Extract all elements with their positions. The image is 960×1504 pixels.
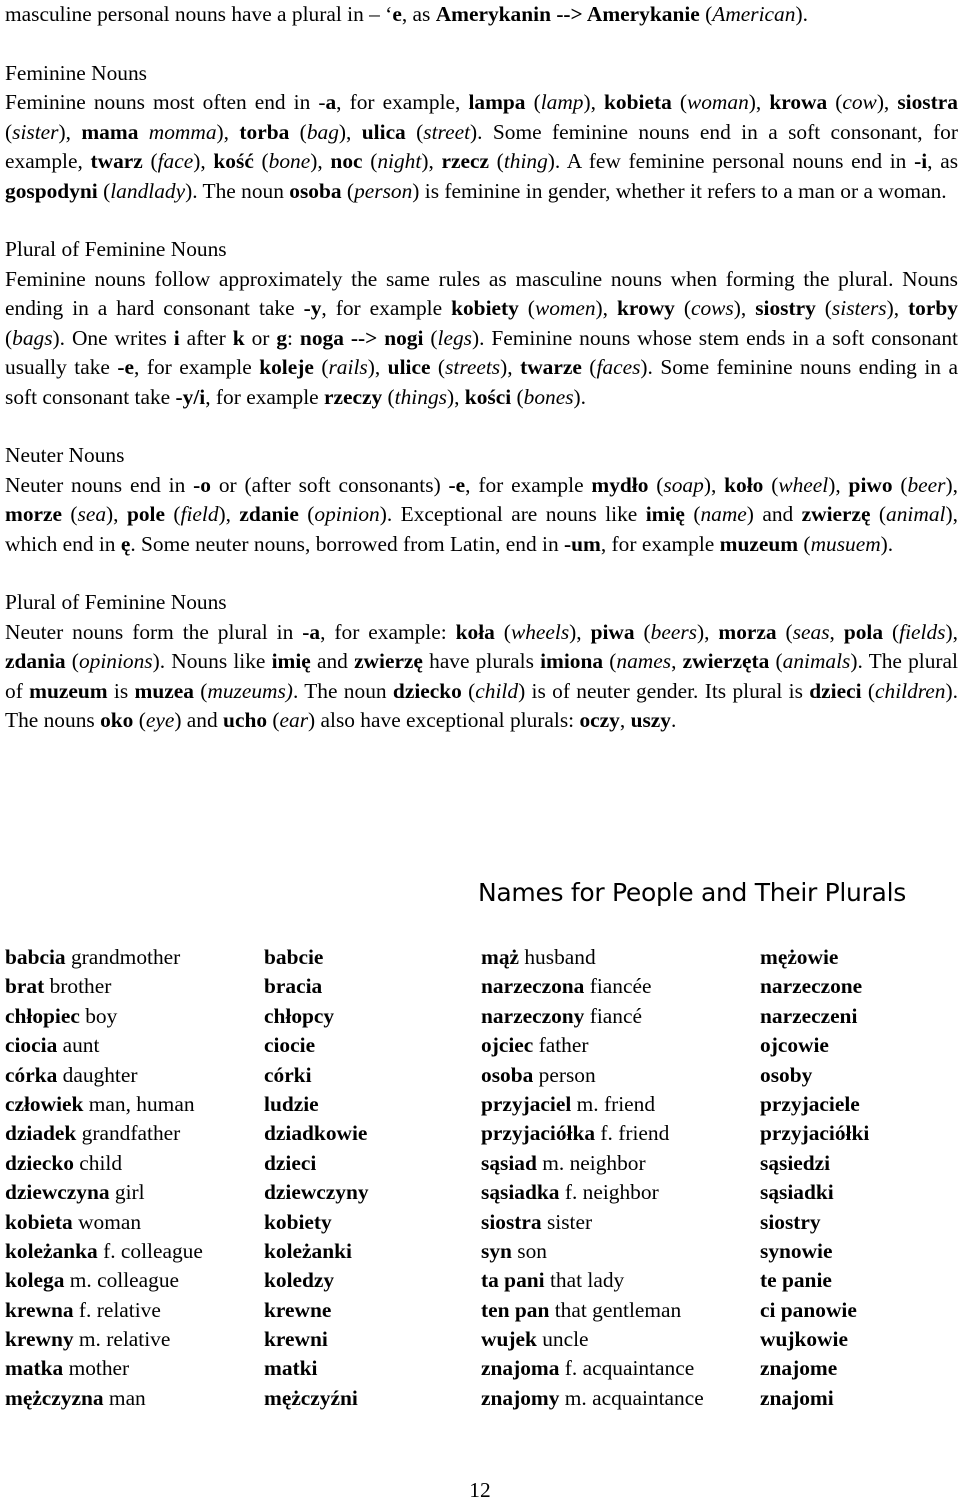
singular-word: dziadek: [5, 1121, 77, 1146]
singular-word: dziewczyna: [5, 1180, 110, 1205]
singular-entry: [5, 1090, 203, 1119]
singular-entry: [5, 943, 203, 972]
english-gloss: fiancée: [584, 974, 652, 999]
english-gloss: mother: [63, 1356, 130, 1381]
right-plural-column: [760, 943, 869, 1413]
singular-entry: [481, 1237, 704, 1266]
plural-word: bracia: [264, 974, 323, 999]
plural-word: matki: [264, 1356, 318, 1381]
english-gloss: f. friend: [595, 1121, 670, 1146]
plural-word: synowie: [760, 1238, 833, 1263]
table-title: Names for People and Their Plurals: [478, 878, 906, 907]
english-gloss: person: [533, 1062, 596, 1087]
singular-entry: [481, 1325, 704, 1354]
intro-ending: e: [392, 2, 402, 26]
singular-entry: [481, 1149, 704, 1178]
plural-word: osoby: [760, 1062, 813, 1087]
page-number: 12: [469, 1478, 491, 1502]
plural-word: wujkowie: [760, 1327, 848, 1352]
plural-word: krewne: [264, 1297, 332, 1322]
singular-word: matka: [5, 1356, 64, 1381]
left-plural-column: [264, 943, 369, 1413]
singular-entry: [481, 1090, 704, 1119]
singular-entry: [5, 1266, 203, 1295]
neuter-paragraph: Neuter nouns end in -o or (after soft consonants) -e, for example mydło (soap), koło (wheel), piwo (beer), morze (sea), pole (field), zdanie (opinion). Exceptional are nouns like imię (name) and zwierzę (animal), which end in ę. Some neuter nouns, borrowed from Latin, end in -um, for example muzeum (musuem).: [5, 472, 958, 556]
plural-word: koleżanki: [264, 1238, 352, 1263]
singular-entry: [481, 1384, 704, 1413]
singular-entry: [481, 972, 704, 1001]
singular-word: narzeczona: [481, 974, 585, 999]
singular-entry: [5, 1178, 203, 1207]
english-gloss: husband: [519, 945, 596, 969]
singular-entry: [481, 1002, 704, 1031]
singular-entry: [481, 943, 704, 972]
singular-word: narzeczony: [481, 1003, 585, 1028]
plural-word: dziewczyny: [264, 1180, 369, 1205]
plural-word: mężczyźni: [264, 1385, 358, 1410]
plural-word: ojcowie: [760, 1033, 829, 1058]
plural-word: koledzy: [264, 1268, 335, 1293]
singular-entry: [5, 1002, 203, 1031]
singular-word: człowiek: [5, 1091, 84, 1116]
english-gloss: grandmother: [65, 945, 181, 969]
plural-word: dziadkowie: [264, 1121, 368, 1146]
plural-feminine-paragraph: Feminine nouns follow approximately the same rules as masculine nouns when forming the plural. Nouns ending in a hard consonant take -y, for example kobiety (women), krowy (cows), siostry (sisters), torby (bags). One writes i after k or g: noga --> nogi (legs). Feminine nouns whose stem ends in a soft consonant usually take -e, for example koleje (rails), ulice (streets), twarze (faces). Some feminine nouns ending in a soft consonant take -y/i, for example rzeczy (things), kości (bones).: [5, 266, 958, 409]
singular-entry: [481, 1178, 704, 1207]
singular-entry: [481, 1119, 704, 1148]
singular-word: przyjaciel: [481, 1091, 572, 1116]
plural-word: znajomi: [760, 1385, 834, 1410]
singular-entry: [5, 1325, 203, 1354]
plural-word: mężowie: [760, 945, 839, 969]
plural-word: sąsiadki: [760, 1180, 834, 1205]
intro-example: Amerykanin --> Amerykanie: [435, 2, 700, 26]
section-heading-plural-feminine: Plural of Feminine Nouns: [5, 237, 227, 261]
singular-word: sąsiadka: [481, 1180, 560, 1205]
singular-word: sąsiad: [481, 1150, 537, 1175]
singular-entry: [481, 1354, 704, 1383]
plural-word: przyjaciele: [760, 1091, 860, 1116]
english-gloss: man: [103, 1385, 146, 1410]
singular-word: krewna: [5, 1297, 74, 1322]
singular-word: mężczyzna: [5, 1385, 104, 1410]
english-gloss: daughter: [57, 1062, 138, 1087]
english-gloss: girl: [109, 1180, 145, 1205]
singular-word: chłopiec: [5, 1003, 80, 1028]
singular-entry: [481, 1031, 704, 1060]
plural-word: chłopcy: [264, 1003, 335, 1028]
english-gloss: f. colleague: [97, 1238, 203, 1263]
plural-word: ci panowie: [760, 1297, 857, 1322]
intro-text: masculine personal nouns have a plural in – ‘: [5, 2, 393, 26]
plural-word: sąsiedzi: [760, 1150, 831, 1175]
english-gloss: man, human: [83, 1091, 195, 1116]
singular-entry: [481, 1266, 704, 1295]
plural-word: dzieci: [264, 1150, 317, 1175]
singular-entry: [5, 1061, 203, 1090]
english-gloss: fiancé: [584, 1003, 642, 1028]
singular-word: córka: [5, 1062, 58, 1087]
singular-word: brat: [5, 974, 45, 999]
plural-word: narzeczone: [760, 974, 863, 999]
singular-entry: [5, 1031, 203, 1060]
plural-word: siostry: [760, 1209, 821, 1234]
section-heading-neuter: Neuter Nouns: [5, 443, 125, 467]
singular-word: przyjaciółka: [481, 1121, 596, 1146]
english-gloss: uncle: [536, 1327, 589, 1352]
english-gloss: woman: [72, 1209, 142, 1234]
plural-word: córki: [264, 1062, 312, 1087]
singular-entry: [5, 1119, 203, 1148]
singular-word: ten pan: [481, 1297, 550, 1322]
english-gloss: child: [73, 1150, 123, 1175]
singular-word: kobieta: [5, 1209, 73, 1234]
english-gloss: f. relative: [73, 1297, 161, 1322]
english-gloss: m. relative: [73, 1327, 171, 1352]
singular-word: syn: [481, 1238, 512, 1263]
plural-neuter-paragraph: Neuter nouns form the plural in -a, for example: koła (wheels), piwa (beers), morza (seas, pola (fields), zdania (opinions). Nouns like imię and zwierzę have plurals imiona (names, zwierzęta (animals). The plural of muzeum is muzea (muzeums). The noun dziecko (child) is of neuter gender. Its plural is dzieci (children). The nouns oko (eye) and ucho (ear) also have exceptional plurals: oczy, uszy.: [5, 619, 958, 732]
singular-word: siostra: [481, 1209, 542, 1234]
plural-word: ludzie: [264, 1091, 319, 1116]
plural-word: ciocie: [264, 1033, 316, 1058]
english-gloss: that gentleman: [549, 1297, 682, 1322]
english-gloss: m. friend: [571, 1091, 656, 1116]
singular-word: ta pani: [481, 1268, 545, 1293]
english-gloss: f. neighbor: [559, 1180, 659, 1205]
english-gloss: boy: [79, 1003, 118, 1028]
singular-word: mąż: [481, 945, 520, 969]
singular-word: krewny: [5, 1327, 74, 1352]
english-gloss: sister: [541, 1209, 593, 1234]
right-singular-column: [481, 943, 704, 1413]
singular-word: dziecko: [5, 1150, 74, 1175]
singular-entry: [481, 1061, 704, 1090]
intro-connector: , as: [401, 2, 436, 26]
plural-word: narzeczeni: [760, 1003, 858, 1028]
section-heading-feminine: Feminine Nouns: [5, 60, 148, 85]
english-gloss: m. colleague: [64, 1268, 180, 1293]
english-gloss: son: [511, 1238, 547, 1263]
plural-word: krewni: [264, 1327, 328, 1352]
singular-word: wujek: [481, 1327, 537, 1352]
document-page: [5, 0, 958, 736]
singular-word: koleżanka: [5, 1238, 98, 1263]
singular-entry: [5, 1354, 203, 1383]
english-gloss: m. neighbor: [536, 1150, 646, 1175]
plural-word: kobiety: [264, 1209, 332, 1234]
english-gloss: grandfather: [76, 1121, 181, 1146]
singular-entry: [5, 1384, 203, 1413]
singular-word: ciocia: [5, 1033, 58, 1058]
singular-entry: [481, 1208, 704, 1237]
plural-word: przyjaciółki: [760, 1121, 870, 1146]
english-gloss: aunt: [57, 1033, 100, 1058]
singular-entry: [5, 972, 203, 1001]
singular-word: ojciec: [481, 1033, 534, 1058]
english-gloss: father: [533, 1033, 589, 1058]
feminine-paragraph: Feminine nouns most often end in -a, for example, lampa (lamp), kobieta (woman), krowa (cow), siostra (sister), mama momma), torba (bag), ulica (street). Some feminine nouns end in a soft consonant, for example, twarz (face), kość (bone), noc (night), rzecz (thing). A few feminine personal nouns end in -i, as gospodyni (landlady). The noun osoba (person) is feminine in gender, whether it refers to a man or a woman.: [5, 90, 959, 203]
plural-word: te panie: [760, 1268, 832, 1293]
plural-word: znajome: [760, 1356, 838, 1381]
intro-paragraph: masculine personal nouns have a plural in – ‘e, as Amerykanin --> Amerykanie (American).: [5, 2, 808, 26]
section-heading-plural-neuter: Plural of Feminine Nouns: [5, 590, 227, 614]
english-gloss: that lady: [544, 1268, 625, 1293]
singular-word: kolega: [5, 1268, 65, 1293]
plural-word: babcie: [264, 945, 324, 969]
singular-entry: [5, 1237, 203, 1266]
english-gloss: m. acquaintance: [559, 1385, 704, 1410]
singular-word: babcia: [5, 945, 66, 969]
singular-entry: [5, 1208, 203, 1237]
singular-word: osoba: [481, 1062, 534, 1087]
intro-gloss: American: [712, 2, 796, 26]
singular-entry: [5, 1296, 203, 1325]
singular-entry: [481, 1296, 704, 1325]
english-gloss: brother: [44, 974, 112, 999]
english-gloss: f. acquaintance: [559, 1356, 695, 1381]
left-singular-column: [5, 943, 203, 1413]
singular-word: znajoma: [481, 1356, 560, 1381]
singular-entry: [5, 1149, 203, 1178]
singular-word: znajomy: [481, 1385, 560, 1410]
